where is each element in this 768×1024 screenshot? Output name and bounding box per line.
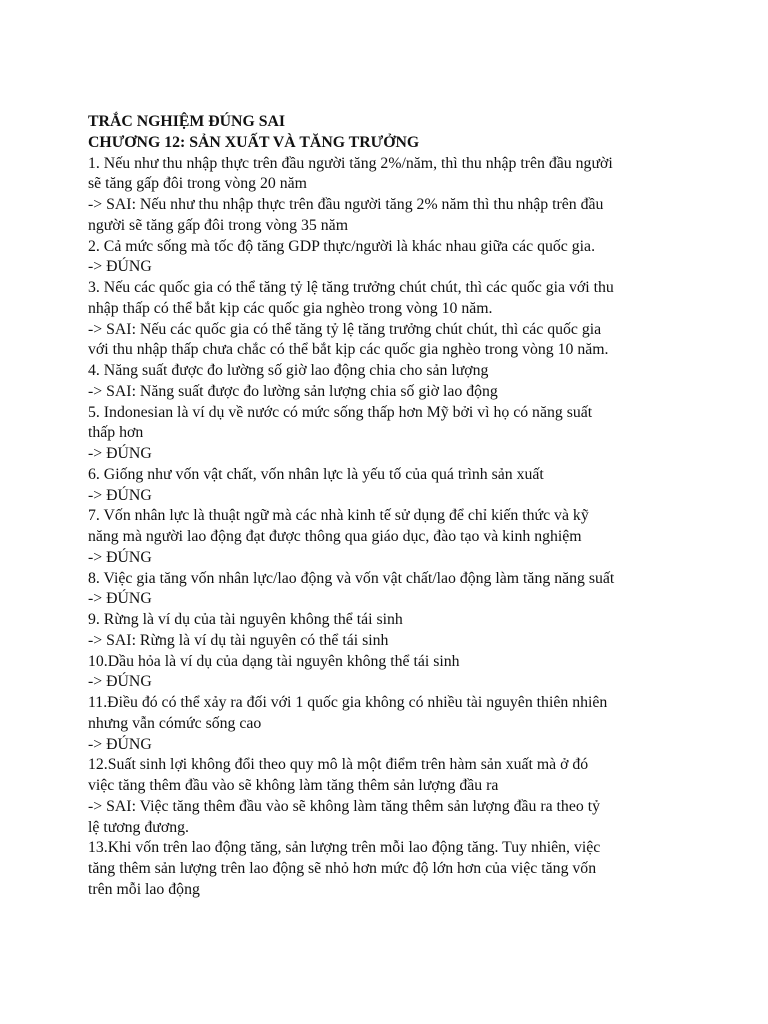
text-line: -> SAI: Rừng là ví dụ tài nguyên có thể tái sinh: [88, 631, 389, 649]
text-line: -> ĐÚNG: [88, 445, 152, 462]
text-line: -> ĐÚNG: [88, 486, 152, 504]
text-line: 10.Dầu hỏa là ví dụ của dạng tài nguyên không thể tái sinh: [88, 652, 460, 670]
document-title: TRẮC NGHIỆM ĐÚNG SAI: [88, 113, 286, 130]
text-line: sẽ tăng gấp đôi trong vòng 20 năm: [88, 175, 307, 193]
text-line: -> SAI: Nếu như thu nhập thực trên đầu người tăng 2% năm thì thu nhập trên đầu: [88, 196, 604, 213]
text-line: nhưng vẫn cómức sống cao: [88, 714, 262, 732]
text-line: 12.Suất sinh lợi không đổi theo quy mô là một điểm trên hàm sản xuất mà ở đó: [88, 756, 589, 774]
text-line: -> ĐÚNG: [88, 673, 152, 691]
text-line: 5. Indonesian là ví dụ về nước có mức sống thấp hơn Mỹ bởi vì họ có năng suất: [88, 403, 593, 421]
text-line: -> SAI: Việc tăng thêm đầu vào sẽ không làm tăng thêm sản lượng đầu ra theo tỷ: [88, 797, 600, 815]
text-line: 9. Rừng là ví dụ của tài nguyên không thể tái sinh: [88, 611, 403, 628]
text-line: nhập thấp có thể bắt kịp các quốc gia nghèo trong vòng 10 năm.: [88, 299, 493, 317]
text-line: tăng thêm sản lượng trên lao động sẽ nhỏ hơn mức độ lớn hơn của việc tăng vốn: [88, 860, 597, 877]
text-line: việc tăng thêm đầu vào sẽ không làm tăng thêm sản lượng đầu ra: [88, 777, 499, 794]
text-line: 7. Vốn nhân lực là thuật ngữ mà các nhà kinh tế sử dụng để chỉ kiến thức và kỹ: [88, 507, 589, 525]
text-line: 3. Nếu các quốc gia có thể tăng tỷ lệ tăng trưởng chút chút, thì các quốc gia với thu: [88, 279, 614, 296]
text-line: với thu nhập thấp chưa chắc có thể bắt kịp các quốc gia nghèo trong vòng 10 năm.: [88, 341, 609, 359]
text-line: người sẽ tăng gấp đôi trong vòng 35 năm: [88, 216, 348, 234]
text-line: -> ĐÚNG: [88, 258, 152, 276]
text-line: năng mà người lao động đạt được thông qua giáo dục, đào tạo và kinh nghiệm: [88, 528, 582, 545]
text-line: -> SAI: Nếu các quốc gia có thể tăng tỷ lệ tăng trưởng chút chút, thì các quốc gia: [88, 320, 602, 338]
document-body: [88, 154, 688, 901]
text-line: 8. Việc gia tăng vốn nhân lực/lao động và vốn vật chất/lao động làm tăng năng suất: [88, 569, 615, 587]
text-line: -> ĐÚNG: [88, 735, 152, 753]
text-line: -> ĐÚNG: [88, 590, 152, 608]
text-line: 2. Cả mức sống mà tốc độ tăng GDP thực/người là khác nhau giữa các quốc gia.: [88, 237, 596, 255]
text-line: trên mỗi lao động: [88, 880, 200, 898]
text-line: -> SAI: Năng suất được đo lường sản lượng chia số giờ lao động: [88, 382, 498, 400]
text-line: 6. Giống như vốn vật chất, vốn nhân lực là yếu tố của quá trình sản xuất: [88, 465, 544, 483]
text-line: 13.Khi vốn trên lao động tăng, sản lượng trên mỗi lao động tăng. Tuy nhiên, việc: [88, 839, 601, 857]
text-line: 4. Năng suất được đo lường số giờ lao động chia cho sản lượng: [88, 362, 489, 379]
text-line: lệ tương đương.: [88, 818, 189, 836]
text-line: thấp hơn: [88, 424, 144, 442]
text-line: 1. Nếu như thu nhập thực trên đầu người tăng 2%/năm, thì thu nhập trên đầu người: [88, 154, 613, 172]
chapter-heading: CHƯƠNG 12: SẢN XUẤT VÀ TĂNG TRƯỞNG: [88, 133, 420, 151]
text-line: 11.Điều đó có thể xảy ra đối với 1 quốc gia không có nhiều tài nguyên thiên nhiên: [88, 694, 608, 711]
text-line: -> ĐÚNG: [88, 548, 152, 566]
document-page: [88, 112, 688, 901]
